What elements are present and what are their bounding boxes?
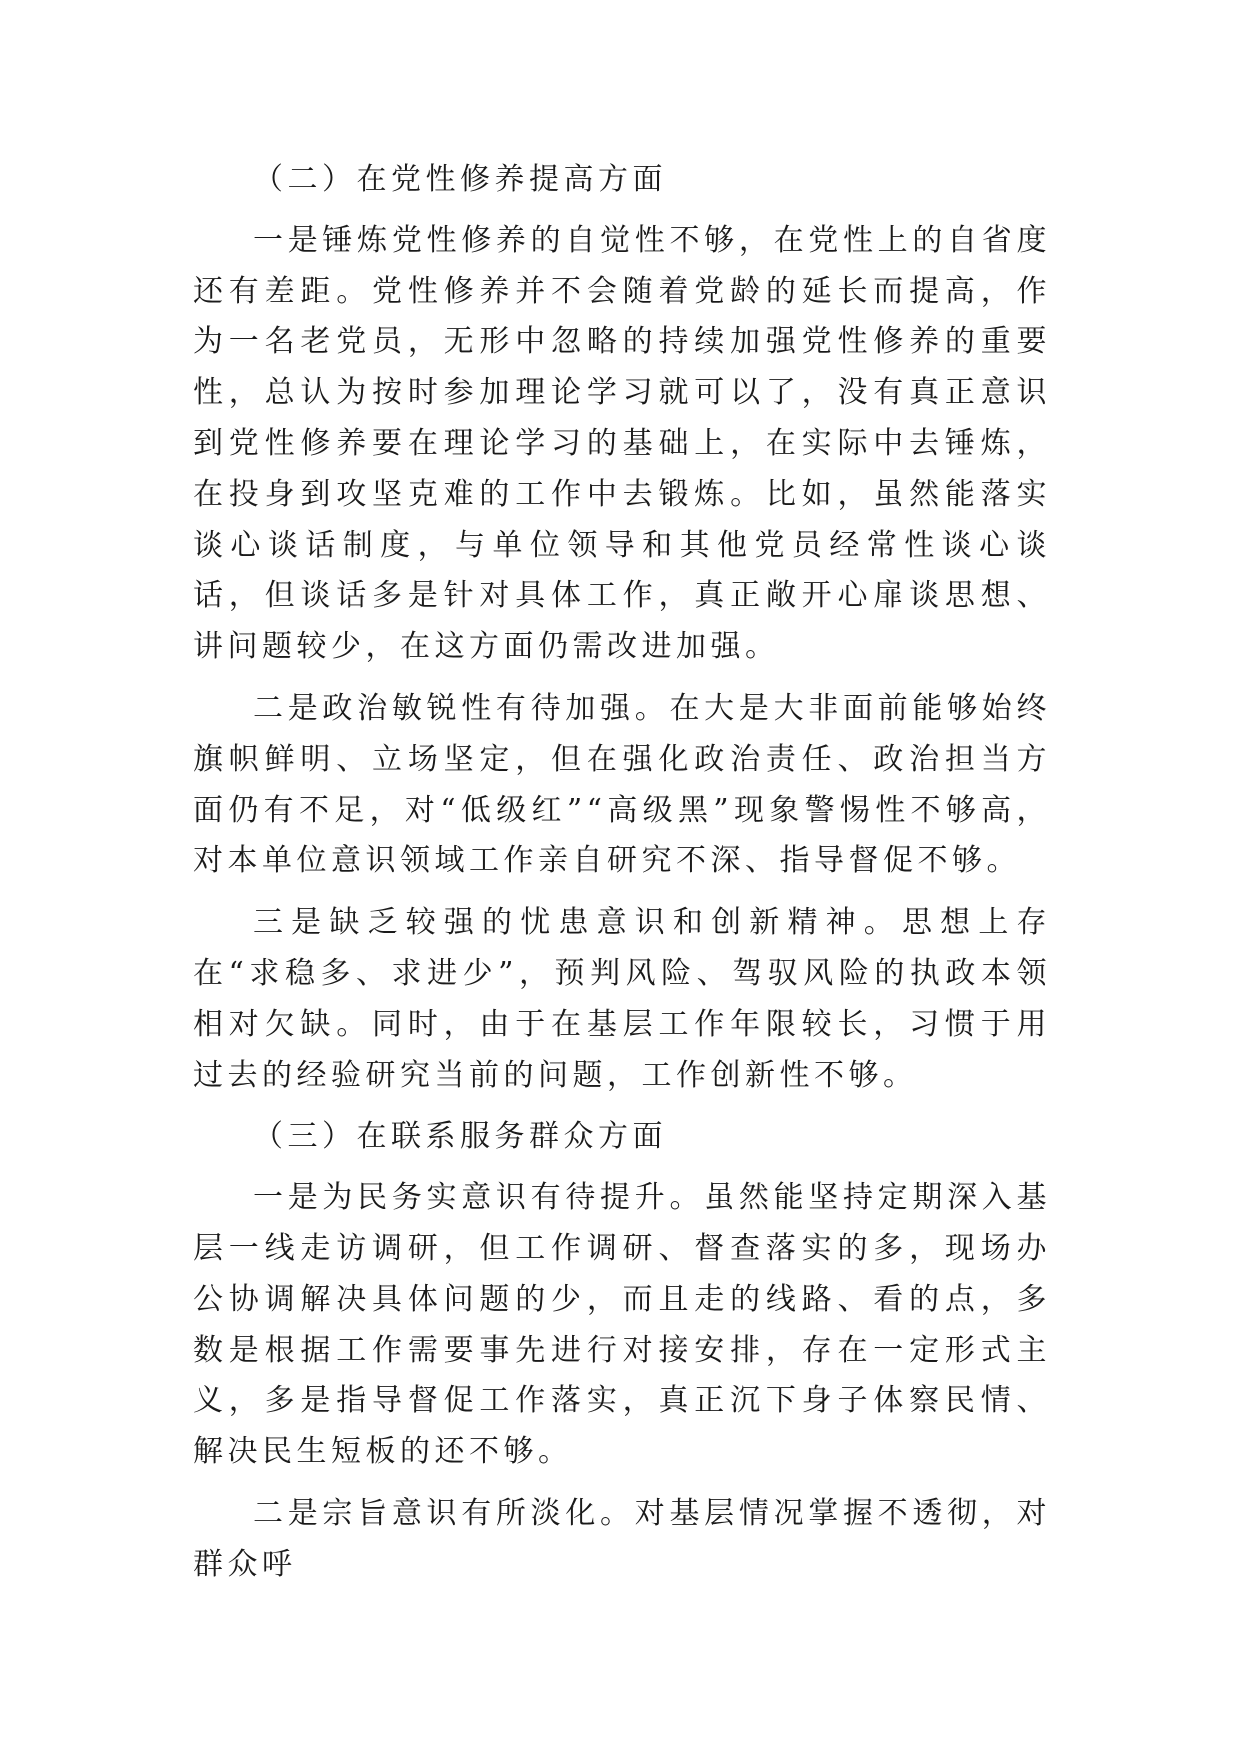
section-heading-serving-masses: （三）在联系服务群众方面 (253, 1119, 667, 1155)
paragraph-party-spirit-3: 三是缺乏较强的忧患意识和创新精神。思想上存在“求稳多、求进少”，预判风险、驾驭风险的执政本领相对欠缺。同时，由于在基层工作年限较长，习惯于用过去的经验研究当前的问题，工作创新性不够。 (193, 905, 1051, 1093)
document-body (193, 155, 1051, 1602)
paragraph-serving-masses-1: 一是为民务实意识有待提升。虽然能坚持定期深入基层一线走访调研，但工作调研、督查落实的多，现场办公协调解决具体问题的少，而且走的线路、看的点，多数是根据工作需要事先进行对接安排，存在一定形式主义，多是指导督促工作落实，真正沉下身子体察民情、解决民生短板的还不够。 (193, 1180, 1051, 1470)
paragraph-party-spirit-2: 二是政治敏锐性有待加强。在大是大非面前能够始终旗帜鲜明、立场坚定，但在强化政治责任、政治担当方面仍有不足，对“低级红”“高级黑”现象警惕性不够高，对本单位意识领域工作亲自研究不深、指导督促不够。 (193, 690, 1051, 879)
paragraph-serving-masses-2: 二是宗旨意识有所淡化。对基层情况掌握不透彻，对群众呼 (193, 1495, 1051, 1582)
section-heading-party-spirit: （二）在党性修养提高方面 (253, 162, 667, 197)
paragraph-party-spirit-1: 一是锤炼党性修养的自觉性不够，在党性上的自省度还有差距。党性修养并不会随着党龄的延长而提高，作为一名老党员，无形中忽略的持续加强党性修养的重要性，总认为按时参加理论学习就可以了，没有真正意识到党性修养要在理论学习的基础上，在实际中去锤炼，在投身到攻坚克难的工作中去锻炼。比如，虽然能落实谈心谈话制度，与单位领导和其他党员经常性谈心谈话，但谈话多是针对具体工作，真正敞开心扉谈思想、讲问题较少，在这方面仍需改进加强。 (193, 222, 1051, 665)
